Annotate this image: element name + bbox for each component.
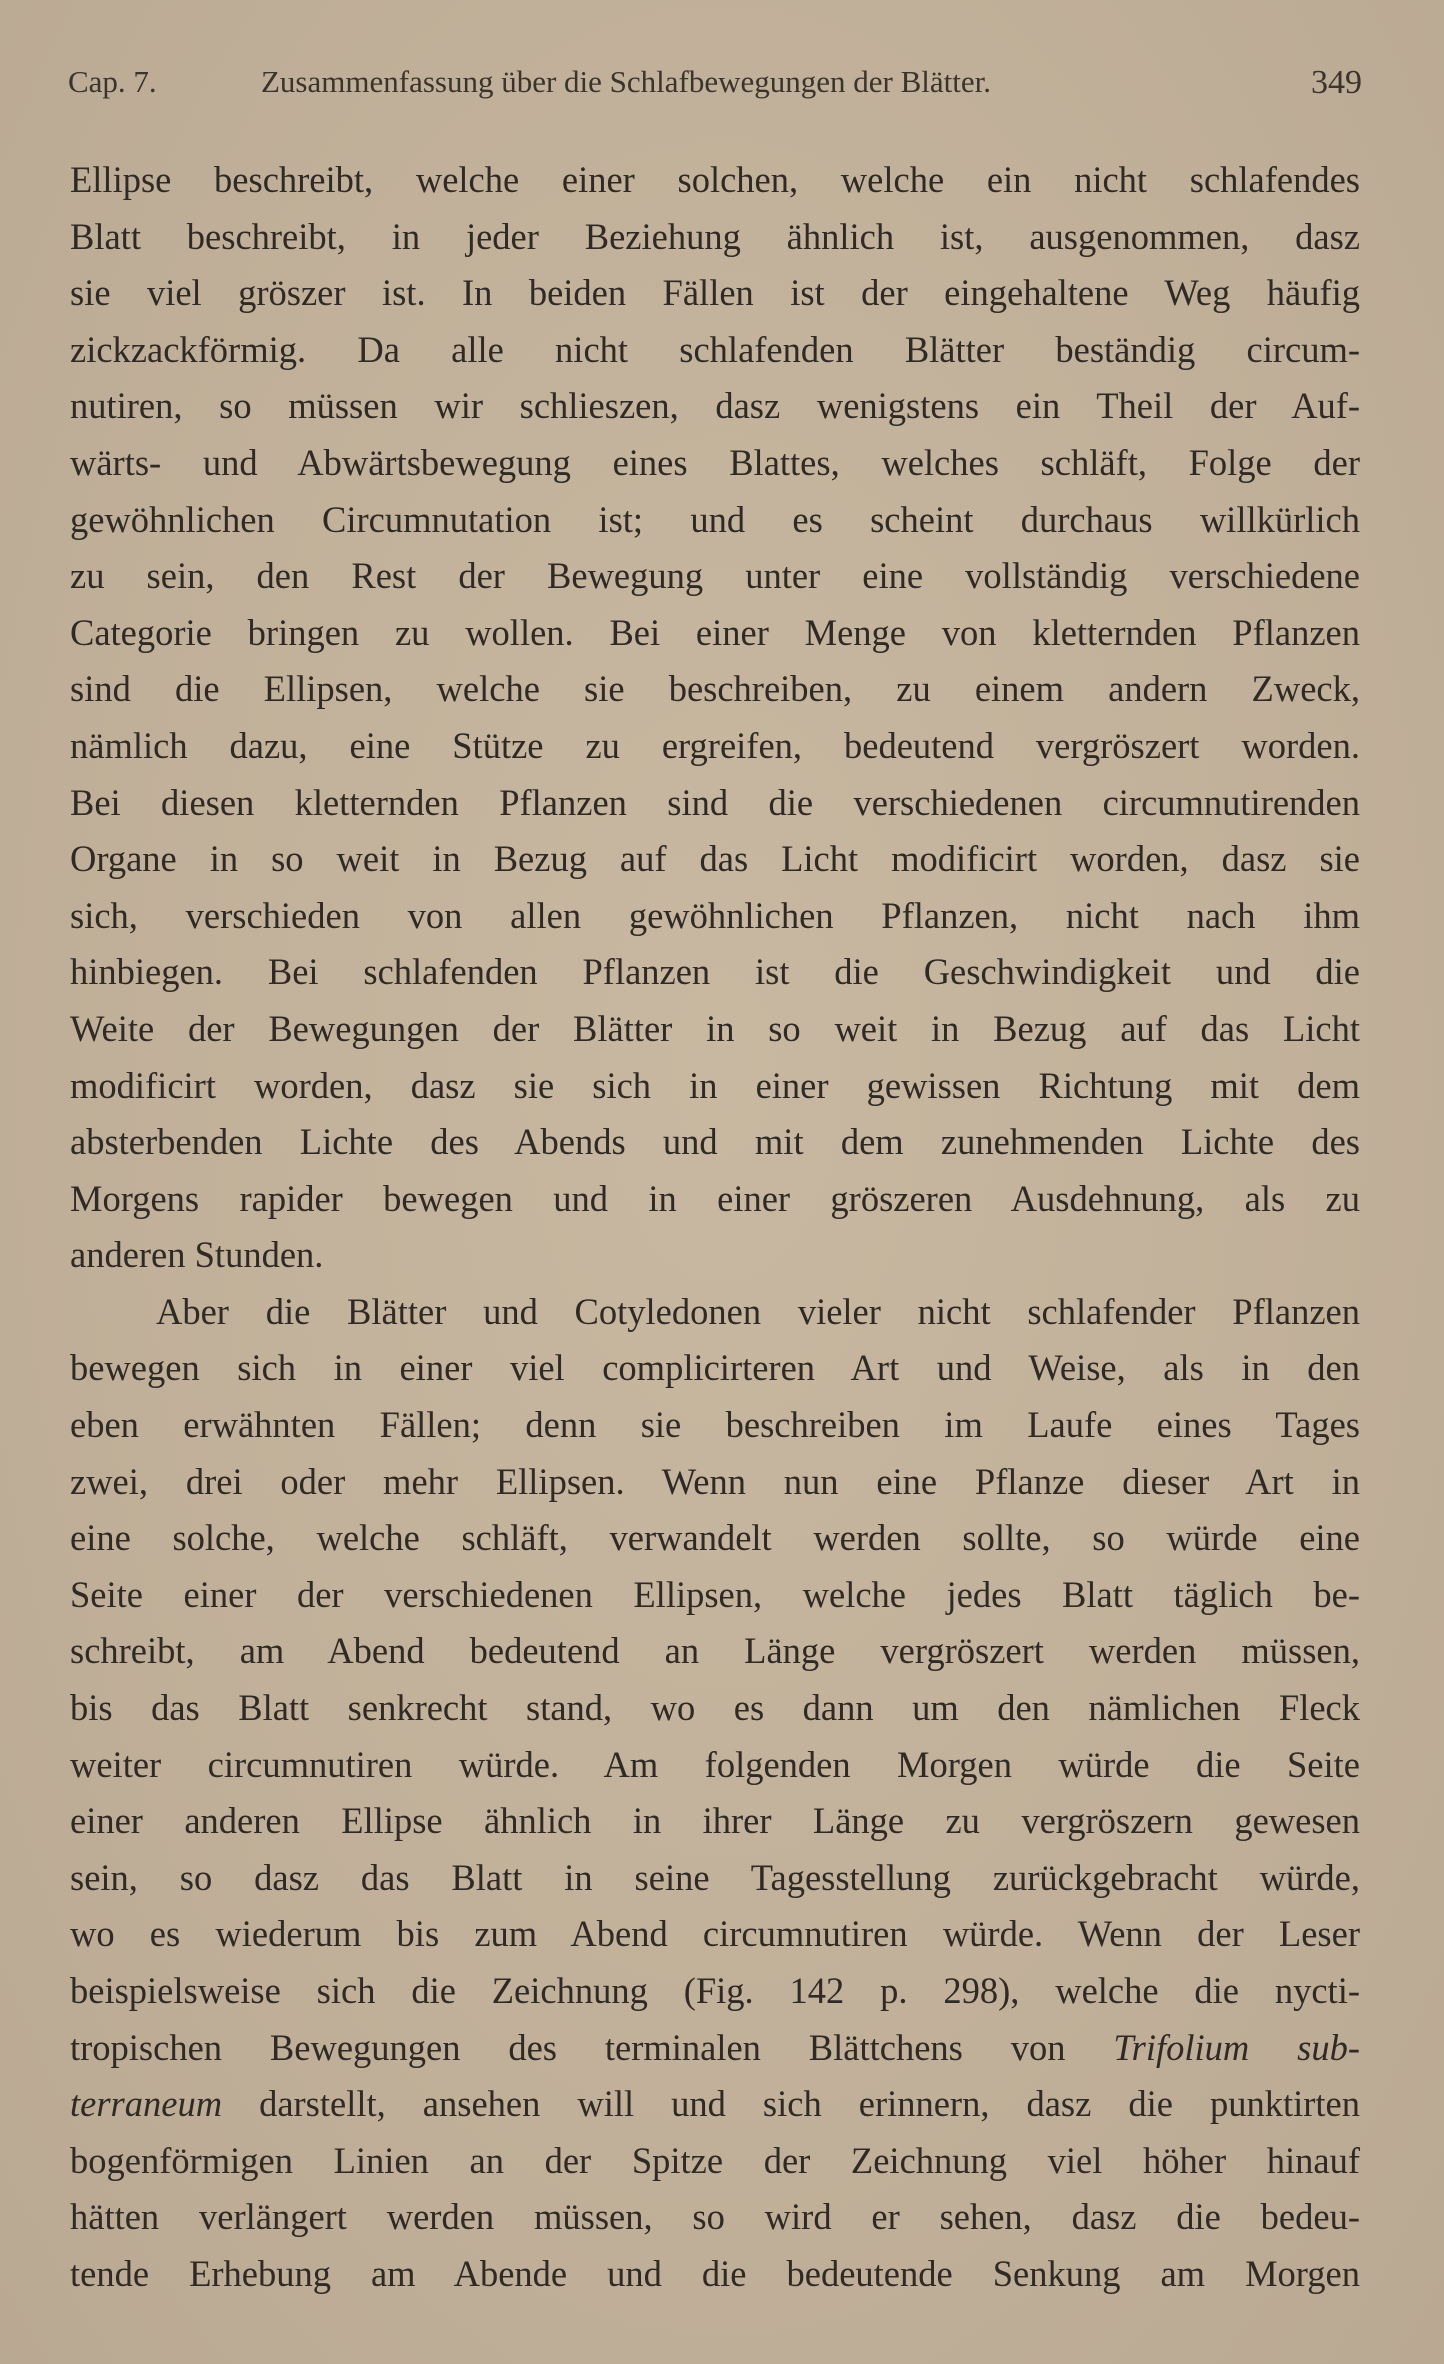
text-line: hätten verlängert werden müssen, so wird er sehen, dasz die bedeu-	[70, 2196, 1360, 2238]
text-line: sein, so dasz das Blatt in seine Tagesstellung zurückgebracht würde,	[70, 1856, 1360, 1898]
text-line: Morgens rapider bewegen und in einer gröszeren Ausdehnung, als zu	[70, 1177, 1360, 1219]
chapter-label: Cap. 7.	[68, 64, 157, 99]
text-line: absterbenden Lichte des Abends und mit dem zunehmenden Lichte des	[70, 1121, 1360, 1163]
text-line: zwei, drei oder mehr Ellipsen. Wenn nun eine Pflanze dieser Art in	[70, 1460, 1360, 1502]
text-line: Seite einer der verschiedenen Ellipsen, welche jedes Blatt täglich be-	[70, 1573, 1360, 1615]
text-line: modificirt worden, dasz sie sich in einer gewissen Richtung mit dem	[70, 1064, 1360, 1106]
body-text	[70, 152, 1360, 2303]
text-line: schreibt, am Abend bedeutend an Länge vergröszert werden müssen,	[70, 1630, 1360, 1672]
text-line: tende Erhebung am Abende und die bedeutende Senkung am Morgen	[70, 2252, 1360, 2294]
text-line: eben erwähnten Fällen; denn sie beschreiben im Laufe eines Tages	[70, 1404, 1360, 1446]
text-line: hinbiegen. Bei schlafenden Pflanzen ist die Geschwindigkeit und die	[70, 951, 1360, 993]
text-line: beispielsweise sich die Zeichnung (Fig. 142 p. 298), welche die nycti-	[70, 1970, 1360, 2011]
text-line: Blatt beschreibt, in jeder Beziehung ähnlich ist, ausgenommen, dasz	[70, 215, 1360, 257]
text-line: einer anderen Ellipse ähnlich in ihrer Länge zu vergröszern gewesen	[70, 1800, 1360, 1842]
text-line: bewegen sich in einer viel complicirteren Art und Weise, als in den	[70, 1347, 1360, 1389]
text-line: zu sein, den Rest der Bewegung unter eine vollständig verschiedene	[70, 555, 1360, 597]
italic-species-name: Trifolium sub-	[1113, 2026, 1360, 2068]
text-line: sind die Ellipsen, welche sie beschreiben, zu einem andern Zweck,	[70, 668, 1360, 710]
text-line: Ellipse beschreibt, welche einer solchen, welche ein nicht schlafendes	[70, 159, 1360, 200]
text-line: nutiren, so müssen wir schlieszen, dasz wenigstens ein Theil der Auf-	[70, 385, 1360, 427]
text-line	[70, 2076, 1360, 2133]
text-line: Organe in so weit in Bezug auf das Licht modificirt worden, dasz sie	[70, 838, 1360, 880]
text-line: zickzackförmig. Da alle nicht schlafenden Blätter beständig circum-	[70, 328, 1360, 370]
text-line: bis das Blatt senkrecht stand, wo es dann um den nämlichen Fleck	[70, 1687, 1360, 1729]
paragraph-end-line: anderen Stunden.	[70, 1234, 324, 1276]
text-line: sich, verschieden von allen gewöhnlichen Pflanzen, nicht nach ihm	[70, 894, 1360, 936]
italic-species-name: terraneum	[70, 2083, 223, 2125]
text-line: wärts- und Abwärtsbewegung eines Blattes, welches schläft, Folge der	[70, 441, 1360, 483]
text-segment: darstellt, ansehen will und sich erinnern, dasz die punktirten	[222, 2083, 1360, 2125]
page-number: 349	[1311, 64, 1362, 101]
text-line: Weite der Bewegungen der Blätter in so weit in Bezug auf das Licht	[70, 1007, 1360, 1049]
running-header	[68, 64, 1362, 114]
paragraph-start-line: Aber die Blätter und Cotyledonen vieler nicht schlafender Pflanzen	[156, 1290, 1360, 1332]
text-segment: tropischen Bewegungen des terminalen Blättchens von	[70, 2026, 1114, 2068]
text-line: sie viel gröszer ist. In beiden Fällen ist der eingehaltene Weg häufig	[70, 272, 1360, 314]
running-title: Zusammenfassung über die Schlafbewegungen der Blätter.	[261, 64, 991, 99]
text-line	[70, 2020, 1360, 2077]
text-line: Bei diesen kletternden Pflanzen sind die verschiedenen circumnutirenden	[70, 781, 1360, 823]
text-line: wo es wiederum bis zum Abend circumnutiren würde. Wenn der Leser	[70, 1913, 1360, 1955]
text-line: eine solche, welche schläft, verwandelt werden sollte, so würde eine	[70, 1517, 1360, 1559]
text-line: nämlich dazu, eine Stütze zu ergreifen, bedeutend vergröszert worden.	[70, 724, 1360, 766]
text-line: Categorie bringen zu wollen. Bei einer Menge von kletternden Pflanzen	[70, 611, 1360, 653]
text-line: bogenförmigen Linien an der Spitze der Zeichnung viel höher hinauf	[70, 2139, 1360, 2181]
text-line: gewöhnlichen Circumnutation ist; und es scheint durchaus willkürlich	[70, 498, 1360, 540]
text-line: weiter circumnutiren würde. Am folgenden Morgen würde die Seite	[70, 1743, 1360, 1785]
